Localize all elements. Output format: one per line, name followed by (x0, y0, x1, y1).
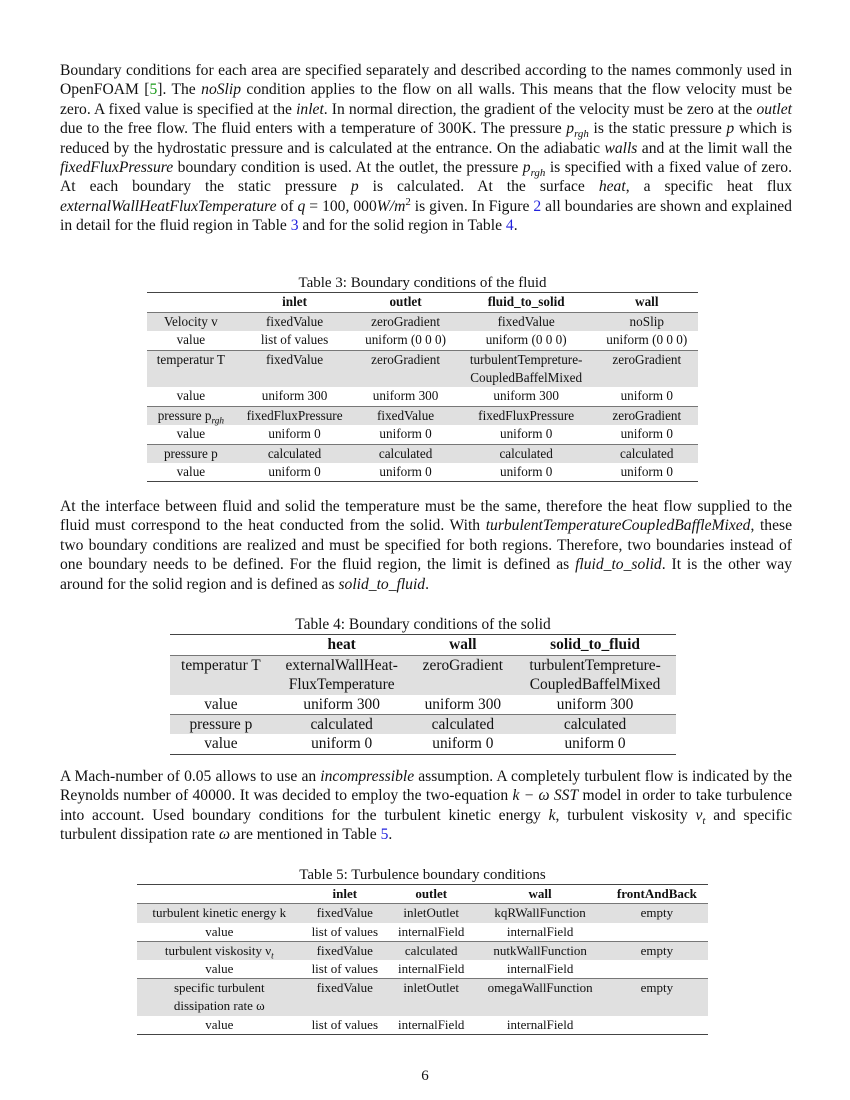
column-header: fluid_to_solid (457, 293, 596, 312)
table-cell: calculated (514, 715, 676, 735)
text-run: ν (695, 806, 703, 824)
table-cell: calculated (596, 444, 698, 463)
text-run: and for the solid region in Table (298, 217, 506, 235)
table-row (170, 734, 676, 754)
table-cell: uniform 300 (424, 695, 502, 713)
column-header: wall (412, 635, 515, 655)
row-label: temperatur T (170, 655, 272, 694)
table-row (137, 1016, 708, 1035)
table-cell: externalWallHeat- FluxTemperature (272, 655, 412, 694)
text-run: W/m (376, 197, 406, 215)
text-run: noSlip (201, 81, 241, 99)
page-number: 6 (421, 1068, 429, 1084)
table-row (137, 941, 708, 960)
text-run: . (425, 575, 430, 593)
reference-link[interactable]: 5 (380, 826, 389, 844)
table-row (147, 425, 698, 444)
table-cell: uniform 0 (268, 464, 321, 480)
table-row (147, 350, 698, 387)
text-run: , turbulent viskosity (555, 806, 696, 824)
paragraph-turbulence (60, 767, 792, 845)
table-cell: internalField (506, 923, 574, 939)
table-cell: calculated (388, 941, 474, 960)
citation-link[interactable]: 5 (149, 81, 158, 99)
table-cell: uniform 0 (379, 464, 432, 480)
text-run: q (297, 197, 306, 215)
table-cell (606, 923, 708, 942)
text-run: t (702, 814, 706, 827)
table-cell: turbulentTempreture- CoupledBaffelMixed (457, 350, 596, 387)
table-cell: uniform 300 (556, 695, 634, 713)
table-cell: fixedValue (354, 406, 456, 425)
table-cell: uniform 0 (620, 388, 673, 404)
table-cell: fixedValue (235, 312, 355, 331)
reference-link[interactable]: 2 (533, 197, 542, 215)
table-cell: uniform 0 (564, 735, 626, 753)
table-cell: uniform (0 0 0) (485, 332, 567, 348)
row-label: value (205, 961, 234, 977)
table-cell: uniform 0 (432, 735, 494, 753)
text-run: all boundaries are shown and explained in detail for the fluid region in Table (60, 197, 792, 235)
table-cell: calculated (272, 715, 412, 735)
text-run: ]. The (157, 81, 202, 99)
table-cell: calculated (412, 715, 515, 735)
text-run: are mentioned in Table (229, 826, 381, 844)
column-header: solid_to_fluid (514, 635, 676, 655)
table-cell: uniform 0 (499, 464, 553, 480)
text-run: is given. In Figure (410, 197, 534, 215)
table-caption: Table 4: Boundary conditions of the solid (295, 616, 551, 633)
column-header: heat (272, 635, 412, 655)
text-run: . In normal direction, the gradient of the velocity must be zero at the (323, 100, 757, 118)
column-header: frontAndBack (606, 885, 708, 904)
table-cell: calculated (235, 444, 355, 463)
column-header: inlet (302, 885, 388, 904)
column-header (170, 635, 272, 655)
table-cell: calculated (354, 444, 456, 463)
text-run: of (276, 197, 298, 215)
table-cell: fixedValue (302, 979, 388, 1016)
table-cell: turbulentTempreture- CoupledBaffelMixed (514, 655, 676, 694)
table-cell: internalField (398, 923, 465, 939)
text-run: , a specific heat flux (625, 178, 793, 196)
column-header: wall (474, 885, 605, 904)
row-label: value (176, 464, 206, 480)
table-cell: fixedValue (302, 904, 388, 923)
table-cell: uniform 0 (268, 426, 321, 442)
text-run: which is reduced by the hydrostatic pressure and is calculated at the entrance. On the adiabatic (60, 120, 793, 157)
table-cell (606, 1016, 708, 1035)
table-row (147, 312, 698, 331)
row-label: value (176, 426, 206, 442)
table-cell: fixedValue (235, 350, 355, 387)
text-run: . It is the other way around for the solid region and is defined as (60, 556, 792, 593)
text-run: fixedFluxPressure (60, 159, 174, 177)
text-run: ω (218, 826, 230, 844)
table-cell: noSlip (596, 312, 698, 331)
table-cell: fixedValue (302, 941, 388, 960)
text-run: and specific turbulent dissipation rate (60, 806, 792, 844)
table-cell: uniform 0 (379, 426, 432, 442)
table-cell: uniform 0 (620, 464, 673, 480)
table-cell: zeroGradient (596, 406, 698, 425)
table-cell: zeroGradient (354, 350, 456, 387)
table-row (137, 979, 708, 1016)
text-run: k (548, 806, 556, 824)
table-row (137, 960, 708, 979)
text-run: , these two boundary conditions are realized and must be specified for both regions. Therefore, two boundaries instead of one boundary needs to be defined. For the fluid region, the limit is defined as (60, 517, 792, 574)
row-label: Velocity v (147, 312, 235, 331)
text-run: inlet (296, 100, 324, 118)
text-run: assumption. A completely turbulent flow is indicated by the Reynolds number of 40000. It was decided to employ the two-equation (60, 768, 792, 805)
column-header: outlet (354, 293, 456, 312)
text-run: rgh (530, 167, 546, 180)
table-row (147, 463, 698, 482)
text-run: incompressible (320, 768, 415, 785)
text-run: rgh (574, 128, 589, 141)
table-row (147, 387, 698, 406)
row-label: value (204, 695, 238, 713)
table-cell (606, 960, 708, 979)
table-row (170, 695, 676, 715)
table-row (170, 655, 676, 694)
table-cell: calculated (457, 444, 596, 463)
data-table (147, 292, 698, 482)
text-run: p (566, 120, 575, 138)
table-cell: uniform (0 0 0) (606, 332, 688, 348)
table-cell: list of values (311, 1016, 378, 1032)
table-3-fluid-boundary-conditions (147, 274, 698, 482)
table-caption: Table 3: Boundary conditions of the fluid (298, 275, 547, 291)
row-label: value (205, 923, 234, 939)
reference-link[interactable]: 3 (290, 217, 299, 235)
table-row (147, 331, 698, 350)
text-run: is the static pressure (588, 120, 727, 138)
text-run: model in order to take turbulence into account. Used boundary conditions for the turbulent kinetic energy (60, 787, 792, 824)
table-row (137, 923, 708, 942)
text-run: = 100, 000 (305, 197, 377, 215)
text-run: solid_to_fluid (338, 575, 426, 593)
table-cell: inletOutlet (388, 979, 474, 1016)
row-label: value (176, 332, 206, 348)
table-cell: internalField (398, 961, 465, 977)
table-cell: fixedValue (457, 312, 596, 331)
table-cell: zeroGradient (596, 350, 698, 387)
table-row (147, 406, 698, 425)
text-run: condition applies to the flow on all walls. This means that the flow velocity must be zero. A fixed value is specified at the (60, 81, 792, 118)
text-run: externalWallHeatFluxTemperature (60, 197, 277, 215)
paragraph-interface (60, 497, 792, 594)
table-4-solid-boundary-conditions (170, 615, 676, 755)
text-run: k − ω SST (512, 787, 579, 805)
data-table (170, 634, 676, 754)
table-cell: empty (606, 941, 708, 960)
row-label: pressure p (170, 715, 272, 735)
text-run: is calculated. At the surface (358, 178, 599, 196)
reference-link[interactable]: 4 (505, 217, 514, 235)
text-run: p (726, 120, 735, 138)
text-run: p (350, 178, 359, 196)
table-cell: uniform 300 (261, 388, 328, 404)
text-run: and at the limit wall the (637, 139, 792, 157)
table-cell: fixedFluxPressure (457, 406, 596, 425)
text-run: walls (604, 139, 638, 157)
table-cell: uniform 300 (303, 695, 380, 713)
column-header (147, 293, 235, 312)
table-row (147, 444, 698, 463)
text-run: . (513, 217, 518, 235)
table-cell: uniform 0 (311, 735, 373, 753)
text-run: Boundary conditions for each area are specified separately and described according to the names commonly used in OpenFOAM [ (60, 62, 792, 99)
column-header: inlet (235, 293, 355, 312)
table-cell: internalField (398, 1016, 465, 1032)
row-label: value (205, 1016, 234, 1032)
text-run: turbulentTemperatureCoupledBaffleMixed (485, 517, 751, 535)
text-run: outlet (756, 100, 792, 118)
table-cell: internalField (506, 1016, 574, 1032)
table-cell: list of values (260, 332, 329, 348)
row-label: value (204, 735, 238, 753)
row-label: pressure p (147, 444, 235, 463)
text-run: fluid_to_solid (575, 556, 662, 574)
text-run: A Mach-number of 0.05 allows to use an (60, 768, 321, 785)
table-row (170, 715, 676, 735)
table-cell: uniform 0 (620, 426, 673, 442)
table-5-turbulence-boundary-conditions (137, 866, 708, 1035)
table-caption: Table 5: Turbulence boundary conditions (299, 867, 546, 883)
text-run: p (522, 159, 531, 177)
table-cell: nutkWallFunction (474, 941, 605, 960)
text-run: At the interface between fluid and solid the temperature must be the same, therefore the heat flow supplied to the fluid must correspond to the heat conducted from the solid. With (60, 498, 792, 535)
table-cell: fixedFluxPressure (235, 406, 355, 425)
column-header: outlet (388, 885, 474, 904)
table-cell: uniform (0 0 0) (365, 332, 447, 348)
table-cell: empty (606, 979, 708, 1016)
table-cell: list of values (311, 961, 378, 977)
table-cell: kqRWallFunction (474, 904, 605, 923)
table-cell: internalField (506, 961, 574, 977)
text-run: . (388, 826, 393, 844)
data-table (137, 884, 708, 1035)
column-header: wall (596, 293, 698, 312)
text-run: heat (598, 178, 626, 196)
row-label: turbulent kinetic energy k (137, 904, 302, 923)
text-run: boundary condition is used. At the outlet, the pressure (173, 159, 523, 177)
column-header (137, 885, 302, 904)
table-cell: inletOutlet (388, 904, 474, 923)
table-cell: omegaWallFunction (474, 979, 605, 1016)
table-cell: list of values (311, 923, 378, 939)
table-cell: uniform 300 (493, 388, 559, 404)
row-label: temperatur T (147, 350, 235, 387)
row-label: turbulent viskosity $\nu_t$ (137, 941, 302, 960)
table-cell: empty (606, 904, 708, 923)
text-run: due to the free flow. The fluid enters with a temperature of 300K. The pressure (60, 120, 567, 138)
text-run: 2 (405, 195, 411, 208)
text-run: is specified with a fixed value of zero. At each boundary the static pressure (60, 159, 792, 196)
table-cell: zeroGradient (354, 312, 456, 331)
table-row (137, 904, 708, 923)
row-label: pressure $p_{rgh}$ (147, 406, 235, 425)
row-label: value (176, 388, 206, 404)
paragraph-boundary-conditions (60, 61, 792, 236)
table-cell: zeroGradient (412, 655, 515, 694)
table-cell: uniform 300 (372, 388, 439, 404)
row-label: specific turbulent dissipation rate ω (137, 979, 302, 1016)
table-cell: uniform 0 (499, 426, 553, 442)
